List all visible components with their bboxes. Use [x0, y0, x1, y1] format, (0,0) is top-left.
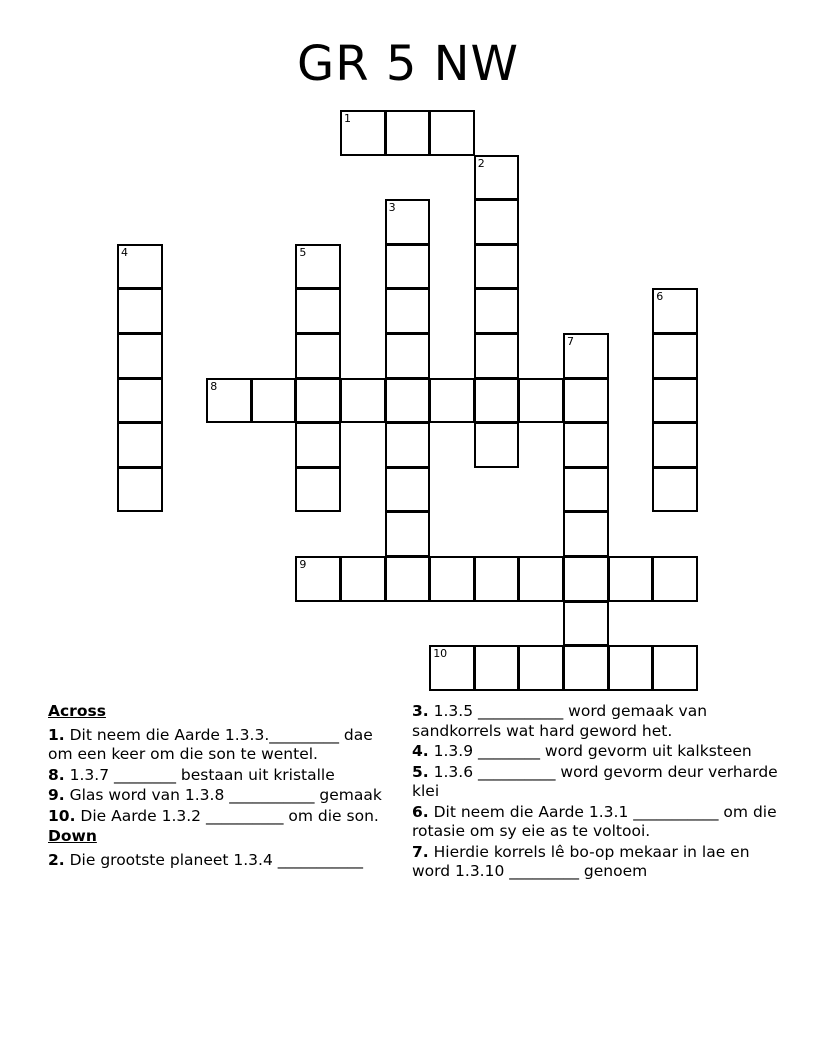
clue-number: 3	[388, 201, 396, 215]
down-clue-list-left	[48, 851, 398, 871]
clue-item-number: 2.	[48, 850, 65, 869]
grid-cell[interactable]	[518, 645, 564, 691]
grid-cell[interactable]	[518, 556, 564, 602]
grid-cell[interactable]	[563, 511, 609, 557]
grid-cell[interactable]	[474, 378, 520, 424]
grid-cell[interactable]	[652, 378, 698, 424]
grid-cell[interactable]	[295, 556, 341, 602]
clue-item-text: 1.3.7 ________ bestaan uit kristalle	[64, 765, 335, 784]
clue-number: 5	[299, 245, 307, 259]
grid-cell[interactable]	[295, 288, 341, 334]
clue-number: 1	[344, 112, 351, 125]
grid-cell[interactable]	[474, 333, 520, 379]
grid-cell[interactable]	[117, 422, 163, 468]
grid-cell[interactable]	[563, 422, 609, 468]
clue-item-text: 1.3.9 ________ word gevorm uit kalksteen	[428, 742, 752, 760]
grid-cell[interactable]	[652, 333, 698, 379]
grid-cell[interactable]	[117, 288, 163, 334]
grid-cell[interactable]	[652, 467, 698, 513]
clues-left-column	[48, 702, 398, 871]
clue-item	[412, 742, 782, 762]
clue-item-number: 8.	[48, 765, 65, 784]
clue-item-number: 10.	[48, 806, 76, 825]
grid-cell[interactable]	[385, 511, 431, 557]
grid-cell[interactable]	[474, 422, 520, 468]
clue-item-text: 1.3.5 ___________ word gemaak van sandkorrels wat hard geword het.	[412, 702, 708, 740]
down-heading: Down	[48, 827, 97, 845]
grid-cell[interactable]	[385, 467, 431, 513]
grid-cell[interactable]	[429, 556, 475, 602]
grid-cell[interactable]	[608, 645, 654, 691]
grid-cell[interactable]	[385, 110, 431, 156]
grid-cell[interactable]	[429, 110, 475, 156]
clue-item	[48, 766, 398, 786]
clue-item	[412, 843, 782, 882]
clue-item-text: Glas word van 1.3.8 ___________ gemaak	[64, 786, 382, 804]
grid-cell[interactable]	[652, 556, 698, 602]
grid-cell[interactable]	[340, 556, 386, 602]
grid-cell[interactable]	[474, 288, 520, 334]
grid-cell[interactable]	[563, 333, 609, 379]
grid-cell[interactable]	[385, 288, 431, 334]
clue-item-text: Dit neem die Aarde 1.3.3._________ dae om een keer om die son te wentel.	[48, 725, 373, 763]
grid-cell[interactable]	[117, 244, 163, 290]
clue-number: 10	[433, 647, 448, 661]
clue-item-text: Dit neem die Aarde 1.3.1 ___________ om die rotasie om sy eie as te voltooi.	[412, 802, 777, 840]
clue-item-number: 9.	[48, 786, 65, 804]
clue-item	[48, 726, 398, 765]
grid-cell[interactable]	[251, 378, 297, 424]
across-clue-list	[48, 726, 398, 827]
grid-cell[interactable]	[295, 422, 341, 468]
grid-cell[interactable]	[385, 422, 431, 468]
grid-cell[interactable]	[385, 244, 431, 290]
grid-cell[interactable]	[117, 467, 163, 513]
grid-cell[interactable]	[385, 199, 431, 245]
grid-cell[interactable]	[429, 378, 475, 424]
clue-number: 4	[121, 245, 128, 259]
grid-cell[interactable]	[518, 378, 564, 424]
across-heading: Across	[48, 702, 106, 720]
grid-cell[interactable]	[117, 333, 163, 379]
clue-item-number: 5.	[412, 762, 429, 781]
clue-item-number: 7.	[412, 842, 429, 861]
clues-right-column	[412, 702, 782, 883]
grid-cell[interactable]	[429, 645, 475, 691]
grid-cell[interactable]	[206, 378, 252, 424]
grid-cell[interactable]	[563, 601, 609, 647]
grid-cell[interactable]	[474, 556, 520, 602]
clue-item	[48, 851, 398, 871]
clue-item	[412, 763, 782, 802]
clue-item	[412, 702, 782, 741]
grid-cell[interactable]	[563, 378, 609, 424]
grid-cell[interactable]	[608, 556, 654, 602]
clue-item-number: 1.	[48, 725, 65, 744]
down-clue-list-right	[412, 702, 782, 882]
clue-item-text: 1.3.6 __________ word gevorm deur verharde klei	[412, 762, 778, 800]
grid-cell[interactable]	[385, 378, 431, 424]
clue-number: 6	[656, 290, 664, 304]
grid-cell[interactable]	[652, 288, 698, 334]
clue-number: 7	[567, 335, 574, 348]
clue-number: 2	[477, 156, 485, 170]
clue-item-text: Hierdie korrels lê bo-op mekaar in lae en word 1.3.10 _________ genoem	[412, 842, 750, 880]
clue-item-number: 3.	[412, 702, 429, 720]
grid-cell[interactable]	[563, 645, 609, 691]
grid-cell[interactable]	[385, 333, 431, 379]
grid-cell[interactable]	[295, 244, 341, 290]
clue-item	[412, 803, 782, 842]
grid-cell[interactable]	[563, 467, 609, 513]
clue-item-text: Die Aarde 1.3.2 __________ om die son.	[75, 806, 379, 825]
grid-cell[interactable]	[474, 199, 520, 245]
grid-cell[interactable]	[563, 556, 609, 602]
grid-cell[interactable]	[295, 378, 341, 424]
grid-cell[interactable]	[340, 110, 386, 156]
grid-cell[interactable]	[385, 556, 431, 602]
grid-cell[interactable]	[474, 155, 520, 201]
clue-item	[48, 786, 398, 806]
puzzle-title: GR 5 NW	[297, 36, 519, 92]
grid-cell[interactable]	[474, 645, 520, 691]
clue-item-number: 6.	[412, 802, 429, 821]
grid-cell[interactable]	[295, 467, 341, 513]
clue-number: 9	[299, 558, 307, 571]
clue-number: 8	[210, 379, 218, 393]
grid-cell[interactable]	[652, 422, 698, 468]
clue-item-number: 4.	[412, 742, 429, 760]
grid-cell[interactable]	[474, 244, 520, 290]
grid-cell[interactable]	[117, 378, 163, 424]
grid-cell[interactable]	[295, 333, 341, 379]
clue-item	[48, 807, 398, 827]
grid-cell[interactable]	[340, 378, 386, 424]
clue-item-text: Die grootste planeet 1.3.4 ___________	[64, 850, 364, 869]
grid-cell[interactable]	[652, 645, 698, 691]
